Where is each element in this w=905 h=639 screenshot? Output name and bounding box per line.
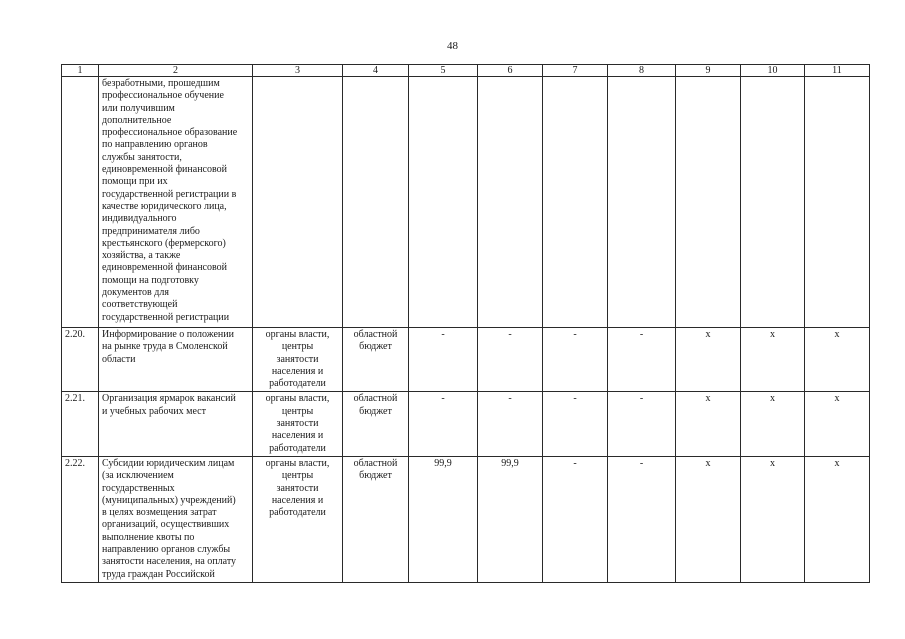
value-cell: х	[676, 328, 741, 392]
header-cell: 3	[253, 65, 343, 77]
value-cell: -	[478, 328, 543, 392]
measure-name: Субсидии юридическим лицам (за исключением государственных (муниципальных) учреждений) в целях возмещения затрат организаций, осуществивших выполнение квоты по направлению органов службы занятости населения, на оплату труда граждан Российской	[99, 456, 253, 582]
value-cell: х	[676, 456, 741, 582]
header-cell: 10	[741, 65, 805, 77]
value-cell: -	[608, 328, 676, 392]
value-cell: х	[676, 392, 741, 456]
funding-source: областной бюджет	[343, 392, 409, 456]
header-cell: 7	[543, 65, 608, 77]
table-row	[62, 77, 870, 328]
value-cell: -	[608, 456, 676, 582]
value-cell: -	[543, 392, 608, 456]
value-cell: х	[741, 392, 805, 456]
value-cell	[676, 77, 741, 328]
value-cell	[741, 77, 805, 328]
value-cell: х	[805, 456, 870, 582]
header-cell: 1	[62, 65, 99, 77]
funding-source: областной бюджет	[343, 456, 409, 582]
table-row	[62, 456, 870, 582]
funding-source	[343, 77, 409, 328]
value-cell	[478, 77, 543, 328]
header-cell: 8	[608, 65, 676, 77]
header-cell: 4	[343, 65, 409, 77]
row-number: 2.22.	[62, 456, 99, 582]
executor: органы власти, центры занятости населения и работодатели	[253, 392, 343, 456]
value-cell	[409, 77, 478, 328]
value-cell: х	[741, 328, 805, 392]
measure-name: Организация ярмарок вакансий и учебных рабочих мест	[99, 392, 253, 456]
value-cell: -	[409, 328, 478, 392]
value-cell: -	[478, 392, 543, 456]
row-number: 2.20.	[62, 328, 99, 392]
header-cell: 2	[99, 65, 253, 77]
header-row	[62, 65, 870, 77]
value-cell: -	[543, 456, 608, 582]
measure-name: Информирование о положении на рынке труда в Смоленской области	[99, 328, 253, 392]
value-cell: х	[741, 456, 805, 582]
table-row	[62, 328, 870, 392]
header-cell: 9	[676, 65, 741, 77]
header-cell: 11	[805, 65, 870, 77]
value-cell: 99,9	[478, 456, 543, 582]
value-cell	[543, 77, 608, 328]
row-number: 2.21.	[62, 392, 99, 456]
page-number: 48	[447, 40, 458, 52]
table-row	[62, 392, 870, 456]
program-table	[61, 64, 870, 583]
value-cell: -	[608, 392, 676, 456]
value-cell: 99,9	[409, 456, 478, 582]
executor: органы власти, центры занятости населения и работодатели	[253, 456, 343, 582]
header-cell: 5	[409, 65, 478, 77]
funding-source: областной бюджет	[343, 328, 409, 392]
measure-name: безработными, прошедшим профессиональное обучение или получившим дополнительное профессиональное образование по направлению органов службы занятости, единовременной финансовой помощи при их государственной регистрации в качестве юридического лица, индивидуального предпринимателя либо крестьянского (фермерского) хозяйства, а также единовременной финансовой помощи на подготовку документов для соответствующей государственной регистрации	[99, 77, 253, 328]
executor	[253, 77, 343, 328]
header-cell: 6	[478, 65, 543, 77]
executor: органы власти, центры занятости населения и работодатели	[253, 328, 343, 392]
value-cell: х	[805, 392, 870, 456]
row-number	[62, 77, 99, 328]
value-cell	[805, 77, 870, 328]
value-cell: -	[543, 328, 608, 392]
value-cell: х	[805, 328, 870, 392]
value-cell: -	[409, 392, 478, 456]
value-cell	[608, 77, 676, 328]
